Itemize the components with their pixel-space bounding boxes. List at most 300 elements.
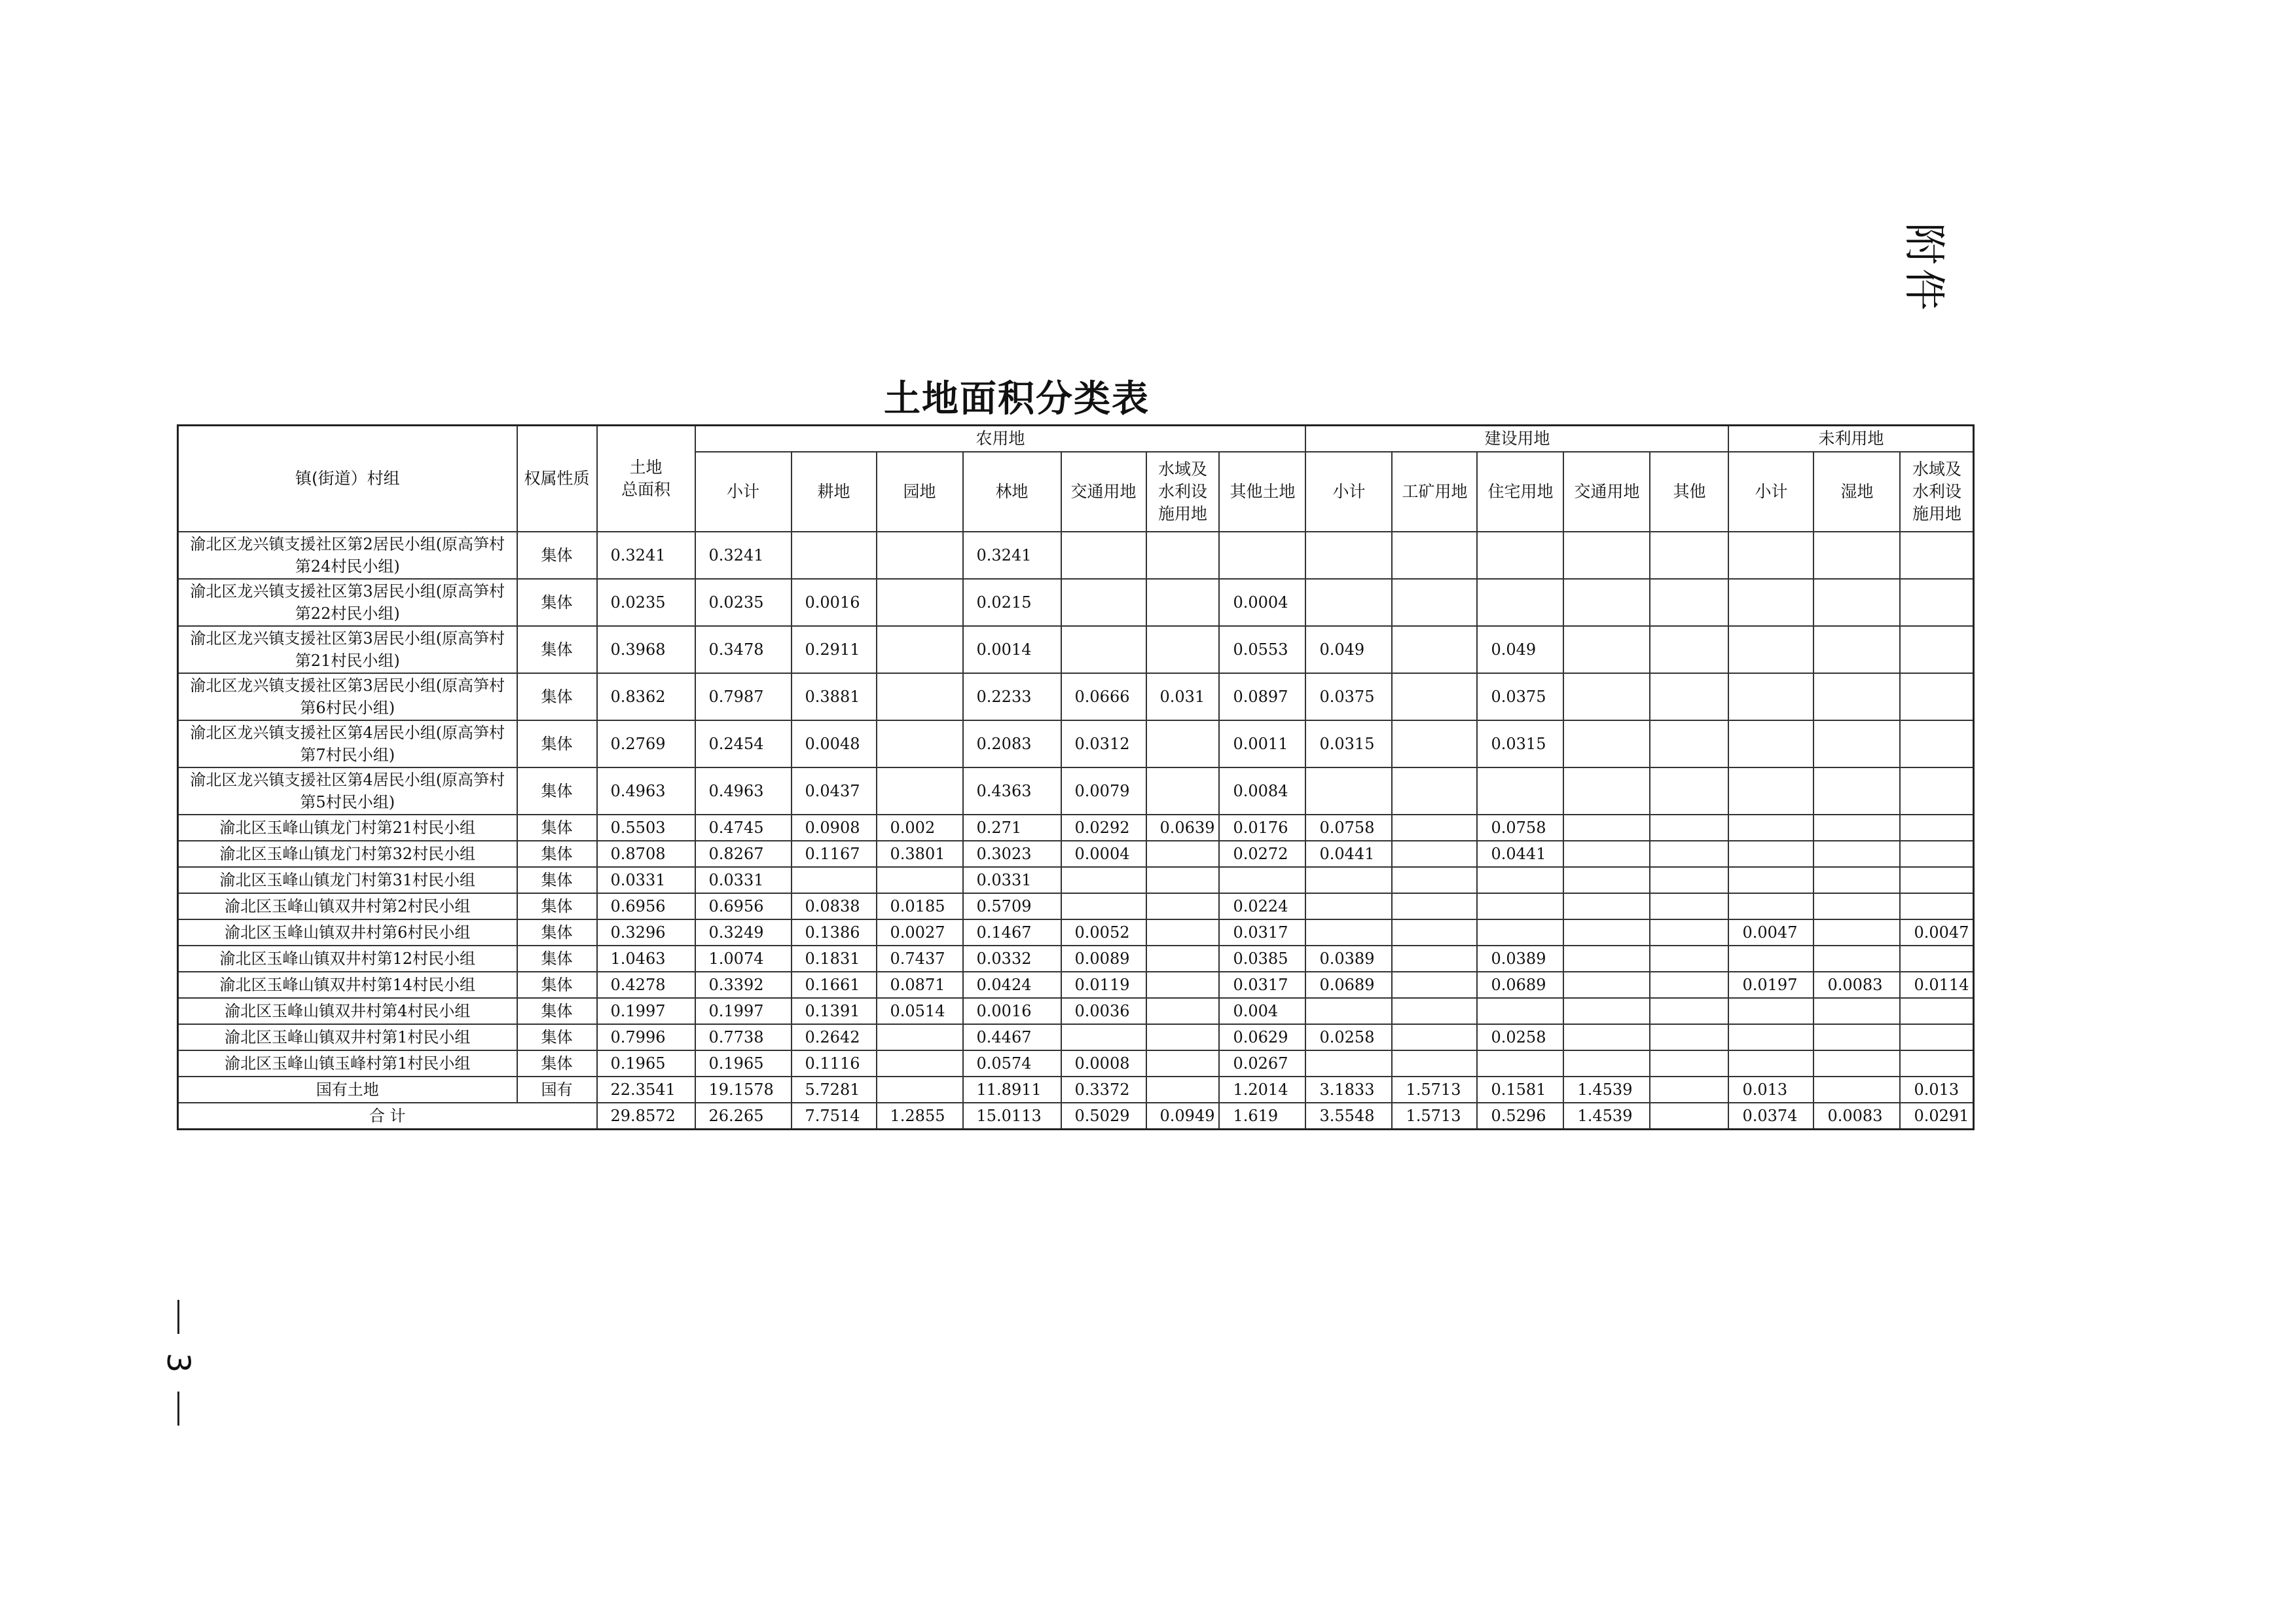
row-value-cell [877,867,963,893]
row-value-cell: 0.3801 [877,841,963,867]
row-value-cell [1728,767,1813,815]
row-value-cell [1900,998,1973,1024]
row-value-cell [792,532,877,579]
row-ownership-cell: 集体 [517,767,597,815]
row-value-cell [1146,867,1220,893]
table-row [178,720,1974,767]
row-value-cell [1813,946,1900,972]
row-value-cell: 0.0689 [1477,972,1563,998]
row-value-cell [1392,841,1477,867]
row-value-cell [1900,767,1973,815]
row-value-cell: 0.1997 [695,998,792,1024]
row-value-cell [1900,841,1973,867]
row-value-cell [1146,946,1220,972]
row-value-cell [1650,720,1728,767]
row-value-cell: 0.8708 [597,841,695,867]
row-value-cell: 0.004 [1219,998,1305,1024]
row-value-cell: 0.1661 [792,972,877,998]
row-name-cell: 渝北区玉峰山镇龙门村第32村民小组 [178,841,517,867]
row-value-cell [1813,815,1900,841]
row-value-cell [1813,720,1900,767]
row-value-cell [1061,579,1146,626]
row-value-cell: 0.2454 [695,720,792,767]
row-value-cell [1146,1050,1220,1077]
row-value-cell [1650,998,1728,1024]
row-value-cell [1650,1077,1728,1103]
row-value-cell: 1.0463 [597,946,695,972]
row-value-cell [1146,626,1220,673]
row-value-cell: 0.7996 [597,1024,695,1050]
row-value-cell: 0.0385 [1219,946,1305,972]
build-industrial-header: 工矿用地 [1392,452,1477,532]
row-value-cell [1563,1024,1650,1050]
total-value-cell: 0.0291 [1900,1103,1973,1130]
row-value-cell: 0.4745 [695,815,792,841]
row-value-cell: 0.0897 [1219,673,1305,720]
row-value-cell: 0.0004 [1219,579,1305,626]
row-value-cell [1650,815,1728,841]
row-value-cell [1650,867,1728,893]
row-value-cell: 0.0004 [1061,841,1146,867]
row-value-cell [1728,626,1813,673]
row-value-cell [1563,673,1650,720]
row-value-cell [1477,532,1563,579]
row-value-cell [1900,579,1973,626]
row-value-cell [1900,720,1973,767]
row-value-cell [1650,893,1728,919]
total-value-cell [1650,1103,1728,1130]
row-value-cell [1813,1050,1900,1077]
row-value-cell [1650,673,1728,720]
row-value-cell [877,626,963,673]
row-value-cell: 0.0079 [1061,767,1146,815]
row-value-cell: 0.0332 [963,946,1061,972]
total-value-cell: 0.0083 [1813,1103,1900,1130]
row-value-cell [792,867,877,893]
row-ownership-cell: 集体 [517,841,597,867]
row-value-cell: 0.0027 [877,919,963,946]
row-value-cell [1900,893,1973,919]
row-value-cell [1813,919,1900,946]
row-value-cell: 0.3249 [695,919,792,946]
row-value-cell [1392,579,1477,626]
agri-water-header: 水域及水利设施用地 [1146,452,1220,532]
row-value-cell: 0.4363 [963,767,1061,815]
table-body [178,532,1974,1130]
row-ownership-cell: 集体 [517,919,597,946]
row-value-cell: 0.6956 [597,893,695,919]
row-value-cell [877,767,963,815]
table-row [178,972,1974,998]
row-value-cell: 1.4539 [1563,1077,1650,1103]
row-value-cell [1392,626,1477,673]
row-value-cell [1305,998,1392,1024]
page-title: 土地面积分类表 [884,378,1150,420]
row-value-cell [1563,893,1650,919]
row-value-cell: 0.3241 [695,532,792,579]
row-value-cell: 0.0514 [877,998,963,1024]
row-value-cell: 0.031 [1146,673,1220,720]
row-value-cell: 0.0871 [877,972,963,998]
agri-farmland-header: 耕地 [792,452,877,532]
row-name-cell: 渝北区玉峰山镇双井村第4村民小组 [178,998,517,1024]
row-value-cell: 0.0389 [1477,946,1563,972]
row-value-cell [1728,893,1813,919]
row-value-cell: 0.3372 [1061,1077,1146,1103]
row-value-cell [1813,1024,1900,1050]
row-value-cell [1900,1050,1973,1077]
row-ownership-cell: 集体 [517,720,597,767]
row-value-cell [1061,867,1146,893]
row-value-cell: 0.2911 [792,626,877,673]
row-value-cell [1650,626,1728,673]
row-name-cell: 渝北区玉峰山镇龙门村第21村民小组 [178,815,517,841]
row-value-cell: 0.0016 [963,998,1061,1024]
row-value-cell: 0.1965 [695,1050,792,1077]
row-value-cell [1146,919,1220,946]
row-value-cell: 0.0331 [963,867,1061,893]
row-value-cell [1146,893,1220,919]
row-name-cell: 渝北区玉峰山镇双井村第1村民小组 [178,1024,517,1050]
row-value-cell [1728,815,1813,841]
row-value-cell [1813,626,1900,673]
row-value-cell: 0.0574 [963,1050,1061,1077]
row-value-cell [877,673,963,720]
row-value-cell [1146,579,1220,626]
row-value-cell [1563,841,1650,867]
row-value-cell [1728,579,1813,626]
row-value-cell: 0.8267 [695,841,792,867]
row-value-cell: 0.0317 [1219,919,1305,946]
row-value-cell [1392,867,1477,893]
row-value-cell: 0.0437 [792,767,877,815]
row-value-cell [1305,1050,1392,1077]
row-value-cell [1813,1077,1900,1103]
col-name-header: 镇(街道）村组 [178,426,517,532]
total-value-cell: 1.5713 [1392,1103,1477,1130]
unused-water-header: 水域及水利设施用地 [1900,452,1973,532]
row-value-cell [1728,946,1813,972]
group-unused-header: 未利用地 [1728,426,1973,452]
row-name-cell: 渝北区玉峰山镇双井村第14村民小组 [178,972,517,998]
row-value-cell: 0.0014 [963,626,1061,673]
row-value-cell: 0.1581 [1477,1077,1563,1103]
row-value-cell [1563,919,1650,946]
group-agri-header: 农用地 [695,426,1306,452]
row-value-cell: 0.0224 [1219,893,1305,919]
row-value-cell [1477,579,1563,626]
row-value-cell [1563,532,1650,579]
row-value-cell [877,1050,963,1077]
row-value-cell: 0.0389 [1305,946,1392,972]
row-ownership-cell: 集体 [517,815,597,841]
row-value-cell: 0.0292 [1061,815,1146,841]
row-value-cell [1146,1077,1220,1103]
row-value-cell: 0.0185 [877,893,963,919]
row-value-cell: 1.2014 [1219,1077,1305,1103]
group-build-header: 建设用地 [1305,426,1728,452]
agri-subtotal-header: 小计 [695,452,792,532]
row-value-cell [1900,815,1973,841]
total-area-line1: 土地 [629,458,663,477]
row-ownership-cell: 集体 [517,673,597,720]
row-value-cell [1305,867,1392,893]
row-value-cell: 0.0689 [1305,972,1392,998]
row-value-cell [1728,673,1813,720]
total-area-line2: 总面积 [621,480,670,499]
total-value-cell: 7.7514 [792,1103,877,1130]
row-value-cell: 0.3881 [792,673,877,720]
row-value-cell: 0.0838 [792,893,877,919]
row-value-cell: 0.1116 [792,1050,877,1077]
row-value-cell [1650,919,1728,946]
row-value-cell [1146,972,1220,998]
row-value-cell: 0.013 [1728,1077,1813,1103]
row-value-cell: 0.0083 [1813,972,1900,998]
row-value-cell: 0.0047 [1728,919,1813,946]
row-value-cell: 0.0331 [597,867,695,893]
row-value-cell: 0.2642 [792,1024,877,1050]
row-value-cell: 0.4963 [695,767,792,815]
col-ownership-header: 权属性质 [517,426,597,532]
row-value-cell: 0.3023 [963,841,1061,867]
row-value-cell: 0.4278 [597,972,695,998]
row-value-cell [1728,841,1813,867]
attachment-label: 附件 [1899,223,1948,314]
row-value-cell [1563,998,1650,1024]
row-value-cell: 0.3241 [963,532,1061,579]
table-row [178,767,1974,815]
row-value-cell: 0.4963 [597,767,695,815]
row-value-cell: 0.0052 [1061,919,1146,946]
row-value-cell [1146,1024,1220,1050]
row-value-cell [1392,673,1477,720]
row-name-cell: 渝北区龙兴镇支援社区第4居民小组(原高笋村第7村民小组) [178,720,517,767]
total-value-cell: 0.0374 [1728,1103,1813,1130]
total-value-cell: 29.8572 [597,1103,695,1130]
row-value-cell [1813,673,1900,720]
row-value-cell: 0.6956 [695,893,792,919]
row-value-cell: 0.7987 [695,673,792,720]
table-row [178,1024,1974,1050]
row-value-cell: 0.0375 [1477,673,1563,720]
row-value-cell: 0.0272 [1219,841,1305,867]
row-value-cell: 0.013 [1900,1077,1973,1103]
row-value-cell [1146,720,1220,767]
row-value-cell: 0.0119 [1061,972,1146,998]
row-value-cell [1146,998,1220,1024]
row-value-cell: 0.1386 [792,919,877,946]
table-row [178,919,1974,946]
row-value-cell [877,720,963,767]
agri-other-header: 其他土地 [1219,452,1305,532]
row-value-cell: 5.7281 [792,1077,877,1103]
row-value-cell: 0.0908 [792,815,877,841]
row-ownership-cell: 集体 [517,946,597,972]
unused-subtotal-header: 小计 [1728,452,1813,532]
row-value-cell [1650,532,1728,579]
unused-wetland-header: 湿地 [1813,452,1900,532]
row-value-cell: 0.0235 [597,579,695,626]
row-value-cell [1563,1050,1650,1077]
row-value-cell [1061,1024,1146,1050]
row-value-cell [1305,532,1392,579]
row-value-cell [1392,946,1477,972]
row-value-cell: 0.0089 [1061,946,1146,972]
table-row [178,1050,1974,1077]
row-value-cell [1392,532,1477,579]
row-value-cell: 0.0258 [1477,1024,1563,1050]
row-value-cell: 0.8362 [597,673,695,720]
row-value-cell: 0.0267 [1219,1050,1305,1077]
row-value-cell [1305,919,1392,946]
row-value-cell [877,1077,963,1103]
row-value-cell: 0.0048 [792,720,877,767]
agri-transport-header: 交通用地 [1061,452,1146,532]
row-value-cell [1146,532,1220,579]
table-row [178,946,1974,972]
row-value-cell: 0.5503 [597,815,695,841]
table-row [178,867,1974,893]
row-value-cell: 0.0639 [1146,815,1220,841]
row-value-cell: 0.3478 [695,626,792,673]
row-value-cell: 0.0114 [1900,972,1973,998]
row-value-cell: 0.1831 [792,946,877,972]
row-value-cell [1900,673,1973,720]
col-total-area-header [597,426,695,532]
row-value-cell: 0.0758 [1305,815,1392,841]
table-row [178,893,1974,919]
row-value-cell: 11.8911 [963,1077,1061,1103]
row-ownership-cell: 集体 [517,532,597,579]
row-value-cell [1563,767,1650,815]
row-value-cell [1392,1024,1477,1050]
row-value-cell: 0.2083 [963,720,1061,767]
total-value-cell: 0.5029 [1061,1103,1146,1130]
row-ownership-cell: 国有 [517,1077,597,1103]
row-ownership-cell: 集体 [517,1024,597,1050]
row-value-cell [1061,626,1146,673]
row-value-cell [1392,998,1477,1024]
build-residential-header: 住宅用地 [1477,452,1563,532]
row-value-cell [1392,893,1477,919]
build-transport-header: 交通用地 [1563,452,1650,532]
row-value-cell: 0.0011 [1219,720,1305,767]
row-value-cell [1146,841,1220,867]
row-value-cell [1305,767,1392,815]
row-value-cell: 0.0016 [792,579,877,626]
row-name-cell: 渝北区玉峰山镇双井村第6村民小组 [178,919,517,946]
row-value-cell: 0.2233 [963,673,1061,720]
row-value-cell [1813,532,1900,579]
row-value-cell [1728,998,1813,1024]
page-number-digit: 3 [160,1352,196,1373]
row-value-cell [1305,579,1392,626]
table-row [178,1077,1974,1103]
row-value-cell: 0.7738 [695,1024,792,1050]
row-name-cell: 渝北区玉峰山镇龙门村第31村民小组 [178,867,517,893]
row-value-cell [877,532,963,579]
row-value-cell: 0.0441 [1305,841,1392,867]
row-value-cell: 0.0047 [1900,919,1973,946]
row-value-cell [1392,815,1477,841]
land-area-table [177,424,1975,1130]
row-value-cell: 0.0758 [1477,815,1563,841]
row-name-cell: 国有土地 [178,1077,517,1103]
total-value-cell: 0.0949 [1146,1103,1220,1130]
row-ownership-cell: 集体 [517,867,597,893]
row-value-cell [1900,626,1973,673]
total-label-cell: 合 计 [178,1103,597,1130]
row-value-cell [1813,998,1900,1024]
row-value-cell [1392,1050,1477,1077]
total-value-cell: 1.2855 [877,1103,963,1130]
row-value-cell [1728,720,1813,767]
row-value-cell [1477,919,1563,946]
row-value-cell: 0.0176 [1219,815,1305,841]
row-value-cell: 0.0084 [1219,767,1305,815]
row-name-cell: 渝北区龙兴镇支援社区第3居民小组(原高笋村第21村民小组) [178,626,517,673]
row-value-cell [1305,893,1392,919]
row-value-cell: 0.0331 [695,867,792,893]
table-row [178,841,1974,867]
row-value-cell [1650,972,1728,998]
row-value-cell: 22.3541 [597,1077,695,1103]
row-value-cell [1477,867,1563,893]
row-value-cell [877,1024,963,1050]
row-value-cell: 19.1578 [695,1077,792,1103]
row-value-cell: 0.049 [1305,626,1392,673]
row-value-cell [1900,867,1973,893]
header-row-groups [178,426,1974,452]
row-value-cell: 0.3241 [597,532,695,579]
total-value-cell: 15.0113 [963,1103,1061,1130]
row-value-cell: 0.0315 [1477,720,1563,767]
row-value-cell [1650,946,1728,972]
page-number-left-dash [177,1300,179,1334]
row-value-cell [1650,841,1728,867]
row-value-cell: 0.0553 [1219,626,1305,673]
row-value-cell: 0.3968 [597,626,695,673]
row-value-cell: 1.5713 [1392,1077,1477,1103]
row-ownership-cell: 集体 [517,893,597,919]
row-value-cell [1650,1050,1728,1077]
row-value-cell [1728,867,1813,893]
row-value-cell [1813,841,1900,867]
row-value-cell [1563,815,1650,841]
row-value-cell [1563,867,1650,893]
row-value-cell: 0.1391 [792,998,877,1024]
row-value-cell [1728,1050,1813,1077]
row-value-cell: 1.0074 [695,946,792,972]
row-value-cell: 0.0666 [1061,673,1146,720]
row-value-cell: 0.0008 [1061,1050,1146,1077]
row-name-cell: 渝北区玉峰山镇双井村第12村民小组 [178,946,517,972]
row-value-cell [1813,893,1900,919]
row-value-cell: 0.5709 [963,893,1061,919]
row-value-cell: 0.271 [963,815,1061,841]
row-name-cell: 渝北区玉峰山镇玉峰村第1村民小组 [178,1050,517,1077]
row-value-cell: 0.0629 [1219,1024,1305,1050]
row-name-cell: 渝北区龙兴镇支援社区第2居民小组(原高笋村第24村民小组) [178,532,517,579]
total-value-cell: 26.265 [695,1103,792,1130]
row-name-cell: 渝北区玉峰山镇双井村第2村民小组 [178,893,517,919]
row-ownership-cell: 集体 [517,579,597,626]
row-value-cell [1392,919,1477,946]
total-row [178,1103,1974,1130]
row-value-cell [1061,532,1146,579]
row-value-cell: 0.0215 [963,579,1061,626]
